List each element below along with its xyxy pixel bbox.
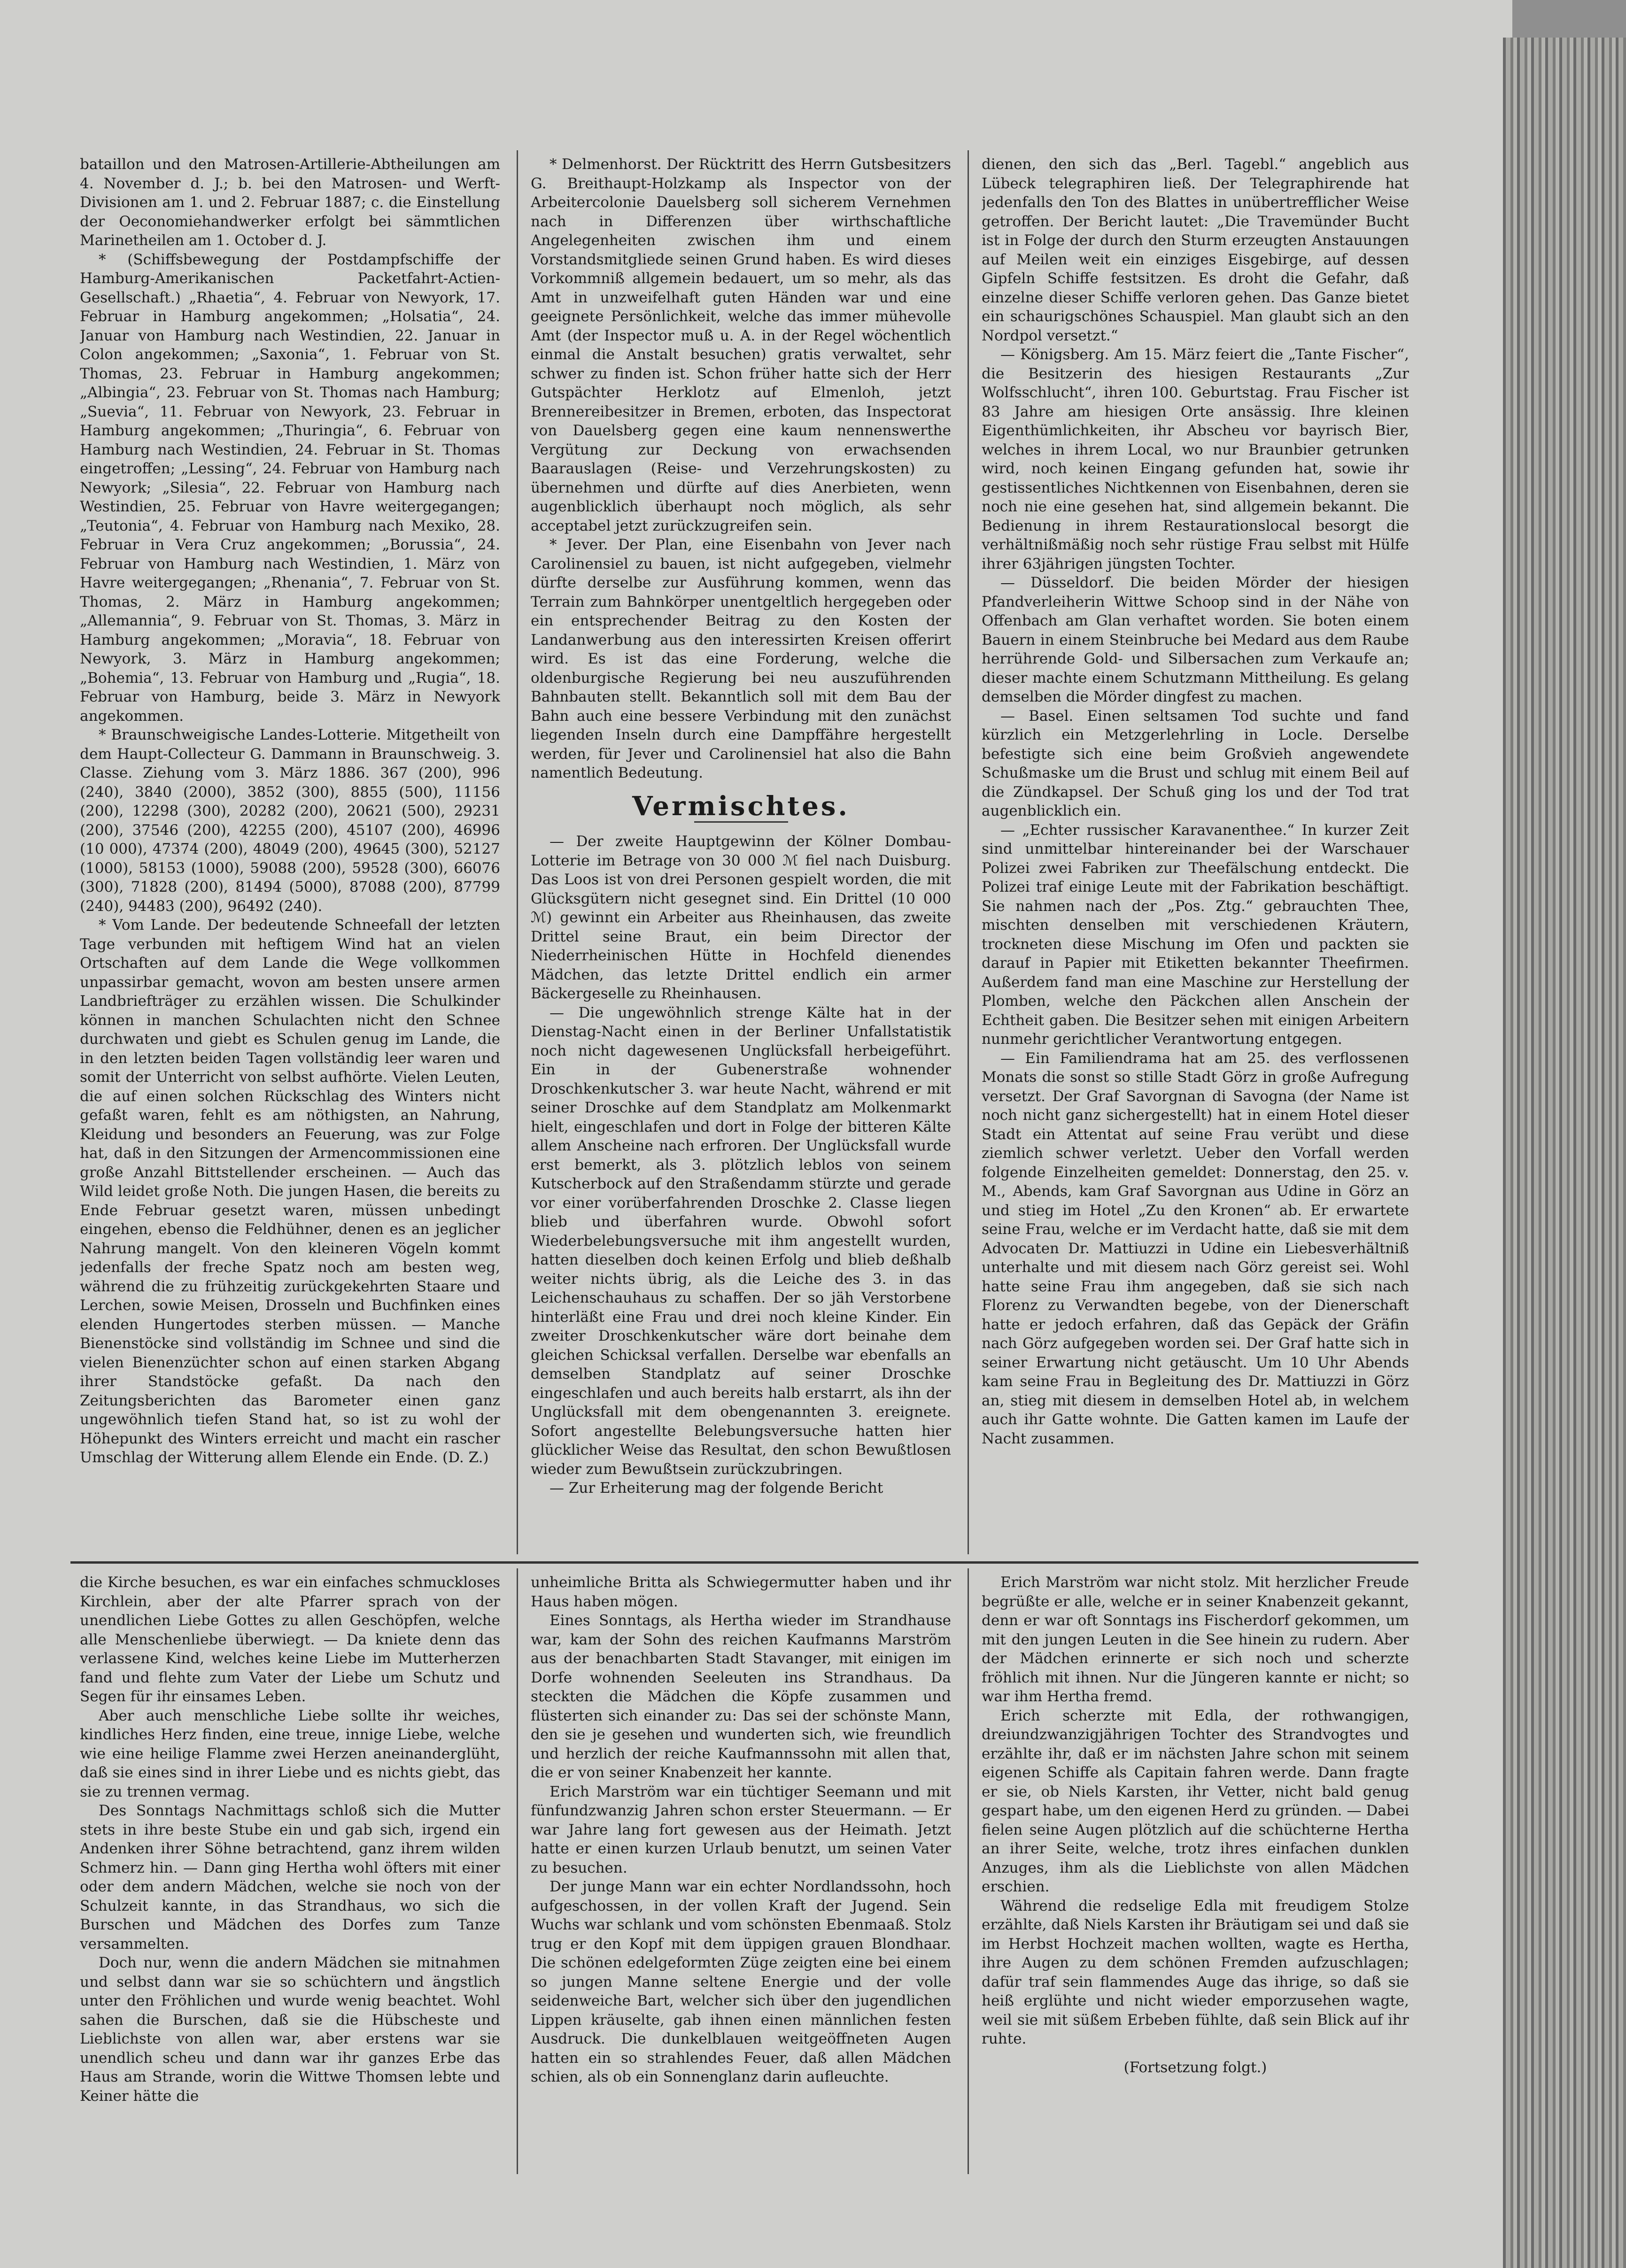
section-title: Vermischtes. xyxy=(632,790,850,822)
feuilleton-column-1 xyxy=(80,1573,500,2179)
column-rule xyxy=(968,150,969,1554)
paragraph: die Kirche besuchen, es war ein einfaches schmuckloses Kirchlein, aber der alte Pfarrer sprach von der unendlichen Liebe Gottes zu allen Geschöpfen, welche alle Menschenliebe überwiegt. — Da kniete denn das verlassene Kind, welches keine Liebe im Mutterherzen fand und flehte zum Vater der Liebe um Schutz und Segen für ihr einsames Leben. xyxy=(80,1574,500,1705)
paragraph: * Delmenhorst. Der Rücktritt des Herrn Gutsbesitzers G. Breithaupt-Holzkamp als Inspector von der Arbeitercolonie Dauelsberg soll sicherem Vernehmen nach in Differenzen über wirthschaftliche Angelegenheiten zwischen ihm und einem Vorstandsmitgliede seinen Grund haben. Es wird dieses Vorkommniß allgemein bedauert, um so mehr, als das Amt in unzweifelhaft guten Händen war und eine geeignete Persönlichkeit, welche das immer mühevolle Amt (der Inspector muß u. A. in der Regel wöchentlich einmal die Anstalt besuchen) gratis verwaltet, sehr schwer zu finden ist. Schon früher hatte sich der Herr Gutspächter Herklotz auf Elmenloh, jetzt Brennereibesitzer in Bremen, erboten, das Inspectorat von Dauelsberg gegen eine kaum nennenswerthe Vergütung zur Deckung von erwachsenden Baarauslagen (Reise- und Verzehrungskosten) zu übernehmen und dürfte auf dies Anerbieten, wenn augenblicklich überhaupt noch möglich, als sehr acceptabel jetzt zurückzugreifen sein. xyxy=(531,156,951,534)
paragraph: * Vom Lande. Der bedeutende Schneefall der letzten Tage verbunden mit heftigem Wind hat an vielen Ortschaften auf dem Lande die Wege vollkommen unpassirbar gemacht, wovon am besten unsere armen Landbriefträger zu erzählen wissen. Die Schulkinder können in manchen Schulachten nicht den Schnee durchwaten und giebt es Schulen genug im Lande, die in den letzten beiden Tagen vollständig leer waren und somit der Unterricht von selbst aufhörte. Vielen Leuten, die auf einen solchen Rückschlag des Winters nicht gefaßt waren, fehlt es am nöthigsten, an Nahrung, Kleidung und besonders an Feuerung, was zur Folge hat, daß in den Sitzungen der Armencommissionen eine große Anzahl Bittstellender erscheinen. — Auch das Wild leidet große Noth. Die jungen Hasen, die bereits zu Ende Februar gesetzt waren, müssen unbedingt eingehen, ebenso die Feldhühner, denen es an jeglicher Nahrung mangelt. Von den kleineren Vögeln kommt jedenfalls der freche Spatz noch am besten weg, während die zu frühzeitig zurückgekehrten Staare und Lerchen, sowie Meisen, Drosseln und Buchfinken eines elenden Hungertodes sterben müssen. — Manche Bienenstöcke sind vollständig im Schnee und sind die vielen Bienenzüchter schon auf einen starken Abgang ihrer Standstöcke gefaßt. Da nach den Zeitungsberichten das Barometer einen ganz ungewöhnlich tiefen Stand hat, so ist zu wohl der Höhepunkt des Winters erreicht und macht ein rascher Umschlag der Witterung allem Elende ein Ende. (D. Z.) xyxy=(80,917,500,1466)
paragraph: Erich scherzte mit Edla, der rothwangigen, dreiundzwanzigjährigen Tochter des Strandvogtes und erzählte ihr, daß er im nächsten Jahre schon mit seinem eigenen Schiffe als Capitain fahren werde. Dann fragte er sie, ob Niels Karsten, ihr Vetter, nicht bald genug gespart habe, um den eigenen Herd zu gründen. — Dabei fielen seine Augen plötzlich auf die schüchterne Hertha an ihrer Seite, welche, trotz ihres einfachen dunklen Anzuges, ihm als die Lieblichste von allen Mädchen erschien. xyxy=(982,1707,1409,1895)
paragraph: — Zur Erheiterung mag der folgende Bericht xyxy=(550,1480,883,1497)
paragraph: Doch nur, wenn die andern Mädchen sie mitnahmen und selbst dann war sie so schüchtern und ängstlich unter den Fröhlichen und wurde wenig beachtet. Wohl sahen die Burschen, daß sie die Hübscheste und Lieblichste von allen war, aber erstens war sie unendlich scheu und dann war ihr ganzes Erbe das Haus am Strande, worin die Wittwe Thomsen lebte und Keiner hätte die xyxy=(80,1954,500,2105)
paragraph: — Basel. Einen seltsamen Tod suchte und fand kürzlich ein Metzgerlehrling in Locle. Derselbe befestigte sich eine beim Großvieh angewendete Schußmaske um die Brust und schlug mit einem Beil auf die Zündkapsel. Der Schuß ging los und der Tod trat augenblicklich ein. xyxy=(982,707,1409,819)
paragraph: — Ein Familiendrama hat am 25. des verflossenen Monats die sonst so stille Stadt Görz in große Aufregung versetzt. Der Graf Savorgnan di Savogna (der Name ist noch nicht ganz sichergestellt) hat in einem Hotel dieser Stadt ein Attentat auf seine Frau verübt und diese ziemlich schwer verletzt. Ueber den Vorfall werden folgende Einzelheiten gemeldet: Donnerstag, den 25. v. M., Abends, kam Graf Savorgnan aus Udine in Görz an und stieg im Hotel „Zu den Kronen“ ab. Er erwartete seine Frau, welche er im Verdacht hatte, daß sie mit dem Advocaten Dr. Mattiuzzi in Udine ein Liebesverhältniß unterhalte und mit diesem nach Görz gereist sei. Wohl hatte seine Frau ihm angegeben, daß sie sich nach Florenz zu Verwandten begebe, von der Dienerschaft hatte er jedoch erfahren, daß das Gepäck der Gräfin nach Görz aufgegeben worden sei. Der Graf hatte sich in seiner Erwartung nicht getäuscht. Um 10 Uhr Abends kam seine Frau in Begleitung des Dr. Mattiuzzi in Görz an, stieg mit diesem in demselben Hotel ab, in welchem auch ihr Gatte wohnte. Die Gatten kamen im Laufe der Nacht zusammen. xyxy=(982,1049,1409,1447)
paragraph: — Der zweite Hauptgewinn der Kölner Dombau-Lotterie im Betrage von 30 000 ℳ fiel nach Duisburg. Das Loos ist von drei Personen gespielt worden, die mit Glücksgütern nicht gesegnet sind. Ein Drittel (10 000 ℳ) gewinnt ein Arbeiter aus Rheinhausen, das zweite Drittel seine Braut, ein beim Director der Niederrheinischen Hütte in Hochfeld dienendes Mädchen, das letzte Drittel endlich ein armer Bäckergeselle zu Rheinhausen. xyxy=(531,833,951,1002)
paragraph: * Braunschweigische Landes-Lotterie. Mitgetheilt von dem Haupt-Collecteur G. Dammann in Braunschweig. 3. Classe. Ziehung vom 3. März 1886. 367 (200), 996 (240), 3840 (2000), 3852 (300), 8855 (500), 11156 (200), 12298 (300), 20282 (200), 20621 (500), 29231 (200), 37546 (200), 42255 (200), 45107 (200), 46996 (10 000), 47374 (200), 48049 (200), 49645 (300), 52127 (1000), 58153 (1000), 59088 (200), 59528 (300), 66076 (300), 71828 (200), 81494 (5000), 87088 (200), 87799 (240), 94483 (200), 96492 (240). xyxy=(80,726,500,915)
column-rule xyxy=(517,150,518,1554)
column-rule xyxy=(517,1568,518,2174)
top-column-2 xyxy=(531,155,951,1554)
paragraph: bataillon und den Matrosen-Artillerie-Abtheilungen am 4. November d. J.; b. bei den Matrosen- und Werft-Divisionen am 1. und 2. Februar 1887; c. die Einstellung der Oeconomiehandwerker erfolgt bei sämmtlichen Marinetheilen am 1. October d. J. xyxy=(80,156,500,249)
top-column-3 xyxy=(982,155,1409,1554)
book-edge xyxy=(1503,38,1626,2268)
paragraph: Des Sonntags Nachmittags schloß sich die Mutter stets in ihre beste Stube ein und gab sich, irgend ein Andenken ihrer Söhne betrachtend, ganz ihrem wilden Schmerz hin. — Dann ging Hertha wohl öfters mit einer oder dem andern Mädchen, welche sie noch von der Schulzeit kannte, in das Strandhaus, wo sich die Burschen und Mädchen des Dorfes zum Tanze versammelten. xyxy=(80,1802,500,1952)
paragraph: Eines Sonntags, als Hertha wieder im Strandhause war, kam der Sohn des reichen Kaufmanns Marström aus der benachbarten Stadt Stavanger, mit einigen im Dorfe wohnenden Seeleuten ins Strandhaus. Da steckten die Mädchen die Köpfe zusammen und flüsterten sich einander zu: Das sei der schönste Mann, den sie je gesehen und wunderten sich, wie freundlich und herzlich der reiche Kaufmannssohn mit allen that, die er von seiner Knabenzeit her kannte. xyxy=(531,1612,951,1781)
feuilleton-divider xyxy=(70,1561,1418,1564)
continuation-note: (Fortsetzung folgt.) xyxy=(1123,2059,1267,2076)
paragraph: — Die ungewöhnlich strenge Kälte hat in der Dienstag-Nacht einen in der Berliner Unfallstatistik noch nicht dagewesenen Unglücksfall herbeigeführt. Ein in der Gubenerstraße wohnender Droschkenkutscher 3. war heute Nacht, während er mit seiner Droschke auf dem Standplatz am Molkenmarkt hielt, eingeschlafen und dort in Folge der bitteren Kälte allem Anscheine nach erfroren. Der Unglücksfall wurde erst bemerkt, als 3. plötzlich leblos von seinem Kutscherbock auf den Straßendamm stürzte und gerade vor einer vorüberfahrenden Droschke 2. Classe liegen blieb und überfahren wurde. Obwohl sofort Wiederbelebungsversuche mit ihm angestellt wurden, hatten dieselben doch keinen Erfolg und blieb deßhalb weiter nichts übrig, als die Leiche des 3. in das Leichenschauhaus zu schaffen. Der so jäh Verstorbene hinterläßt eine Frau und drei noch kleine Kinder. Ein zweiter Droschkenkutscher wäre dort beinahe dem gleichen Schicksal verfallen. Derselbe war ebenfalls an demselben Standplatz auf seiner Droschke eingeschlafen und auch bereits halb erstarrt, als ihn der Unglücksfall mit dem obengenannten 3. ereignete. Sofort angestellte Belebungsversuche hatten hier glücklicher Weise das Resultat, den schon Bewußtlosen wieder zum Bewußtsein zurückzubringen. xyxy=(531,1004,951,1478)
column-rule xyxy=(968,1568,969,2174)
paragraph: Während die redselige Edla mit freudigem Stolze erzählte, daß Niels Karsten ihr Bräutigam sei und daß sie im Herbst Hochzeit machen wollten, wagte es Hertha, ihre Augen zu dem schönen Fremden aufzuschlagen; dafür traf sein flammendes Auge das ihrige, so daß sie heiß erglühte und nicht wieder emporzusehen wagte, weil sie mit süßem Erbeben fühlte, daß sein Blick auf ihr ruhte. xyxy=(982,1897,1409,2047)
feuilleton-column-3 xyxy=(982,1573,1409,2179)
paragraph: unheimliche Britta als Schwiegermutter haben und ihr Haus haben mögen. xyxy=(531,1574,951,1610)
top-column-1 xyxy=(80,155,500,1554)
paragraph: — „Echter russischer Karavanenthee.“ In kurzer Zeit sind unmittelbar hintereinander bei der Warschauer Polizei zwei Fabriken zur Theefälschung entdeckt. Die Polizei traf einige Leute mit der Fabrikation beschäftigt. Sie nahmen nach der „Pos. Ztg.“ gebrauchten Thee, mischten denselben mit verschiedenen Kräutern, trockneten diese Mischung im Ofen und packten sie darauf in Papier mit Etiketten bekannter Theefirmen. Außerdem fand man eine Maschine zur Herstellung der Plomben, welche den Päckchen allen Anschein der Echtheit gaben. Die Besitzer sehen mit einigen Arbeitern nunmehr gerichtlicher Verantwortung entgegen. xyxy=(982,821,1409,1048)
paragraph: Erich Marström war nicht stolz. Mit herzlicher Freude begrüßte er alle, welche er in seiner Knabenzeit gekannt, denn er war oft Sonntags ins Fischerdorf gekommen, um mit den jungen Leuten in die See hinein zu rudern. Aber der Mädchen erinnerte er sich noch und scherzte fröhlich mit ihnen. Nur die Jüngeren kannte er nicht; so war ihm Hertha fremd. xyxy=(982,1574,1409,1705)
paragraph: Aber auch menschliche Liebe sollte ihr weiches, kindliches Herz finden, eine treue, innige Liebe, welche wie eine heilige Flamme zwei Herzen aneinanderglüht, daß sie eines sind in ihrer Liebe und es nichts giebt, das sie zu trennen vermag. xyxy=(80,1707,500,1800)
paragraph: * (Schiffsbewegung der Postdampfschiffe der Hamburg-Amerikanischen Packetfahrt-Actien-Gesellschaft.) „Rhaetia“, 4. Februar von Newyork, 17. Februar in Hamburg angekommen; „Holsatia“, 24. Januar von Hamburg nach Westindien, 22. Januar in Colon angekommen; „Saxonia“, 1. Februar von St. Thomas, 23. Februar in Hamburg angekommen; „Albingia“, 23. Februar von St. Thomas nach Hamburg; „Suevia“, 11. Februar von Newyork, 23. Februar in Hamburg angekommen; „Thuringia“, 6. Februar von Hamburg nach Westindien, 24. Februar in St. Thomas eingetroffen; „Lessing“, 24. Februar von Hamburg nach Newyork; „Silesia“, 22. Februar von Hamburg nach Westindien, 25. Februar von Havre weitergegangen; „Teutonia“, 4. Februar von Hamburg nach Mexiko, 28. Februar in Vera Cruz angekommen; „Borussia“, 24. Februar von Hamburg nach Westindien, 1. März von Havre weitergegangen; „Rhenania“, 7. Februar von St. Thomas, 2. März in Hamburg angekommen; „Allemannia“, 9. Februar von St. Thomas, 3. März in Hamburg angekommen; „Moravia“, 18. Februar von Newyork, 3. März in Hamburg angekommen; „Bohemia“, 13. Februar von Hamburg und „Rugia“, 18. Februar von Hamburg, beide 3. März in Newyork angekommen. xyxy=(80,251,500,725)
paragraph: dienen, den sich das „Berl. Tagebl.“ angeblich aus Lübeck telegraphiren ließ. Der Telegraphirende hat jedenfalls den Ton des Blattes in unübertrefflicher Weise getroffen. Der Bericht lautet: „Die Travemünder Bucht ist in Folge der durch den Sturm erzeugten Anstauungen auf Meilen weit ein einziges Eisgebirge, auf dessen Gipfeln Schiffe festsitzen. Es droht die Gefahr, daß einzelne dieser Schiffe verloren gehen. Das Ganze bietet ein schaurigschönes Schauspiel. Man glaubt sich an den Nordpol versetzt.“ xyxy=(982,156,1409,344)
paragraph: — Königsberg. Am 15. März feiert die „Tante Fischer“, die Besitzerin des hiesigen Restaurants „Zur Wolfsschlucht“, ihren 100. Geburtstag. Frau Fischer ist 83 Jahre am hiesigen Orte ansässig. Ihre kleinen Eigenthümlichkeiten, ihr Abscheu vor bayrisch Bier, welches in ihrem Local, wo nur Braunbier getrunken wird, noch keinen Eingang gefunden hat, sowie ihr gestissentliches Nichtkennen von Eisenbahnen, deren sie noch nie eine gesehen hat, sind allgemein bekannt. Die Bedienung in ihrem Restaurationslocal besorgt die verhältnißmäßig noch sehr rüstige Frau selbst mit Hülfe ihrer 63jährigen jüngsten Tochter. xyxy=(982,346,1409,572)
paragraph: * Jever. Der Plan, eine Eisenbahn von Jever nach Carolinensiel zu bauen, ist nicht aufgegeben, vielmehr dürfte derselbe zur Ausführung kommen, wenn das Terrain zum Bahnkörper unentgeltlich hergegeben oder ein entsprechender Beitrag zu den Kosten der Landanwerbung aus den interessirten Kreisen offerirt wird. Es ist das eine Forderung, welche die oldenburgische Regierung bei neu auszuführenden Bahnbauten stellt. Bekanntlich soll mit dem Bau der Bahn auch eine bessere Verbindung mit den zunächst liegenden Inseln durch eine Dampffähre hergestellt werden, für Jever und Carolinensiel hat also die Bahn namentlich Bedeutung. xyxy=(531,536,951,781)
paragraph: Der junge Mann war ein echter Nordlandssohn, hoch aufgeschossen, in der vollen Kraft der Jugend. Sein Wuchs war schlank und vom schönsten Ebenmaaß. Stolz trug er den Kopf mit dem üppigen grauen Blondhaar. Die schönen edelgeformten Züge zeigten eine bei einem so jungen Manne seltene Energie und der volle seidenweiche Bart, welcher sich über den jugendlichen Lippen kräuselte, gab ihnen einen männlichen festen Ausdruck. Die dunkelblauen weitgeöffneten Augen hatten ein so strahlendes Feuer, daß allen Mädchen schien, als ob ein Sonnenglanz darin aufleuchte. xyxy=(531,1878,951,2085)
paragraph: — Düsseldorf. Die beiden Mörder der hiesigen Pfandverleiherin Wittwe Schoop sind in der Nähe von Offenbach am Glan verhaftet worden. Sie boten einem Bauern in einem Steinbruche bei Medard aus dem Raube herrührende Gold- und Silbersachen zum Verkaufe an; dieser machte einem Schutzmann Mittheilung. Es gelang demselben die Mörder dingfest zu machen. xyxy=(982,574,1409,705)
paragraph: Erich Marström war ein tüchtiger Seemann und mit fünfundzwanzig Jahren schon erster Steuermann. — Er war Jahre lang fort gewesen aus der Heimath. Jetzt hatte er einen kurzen Urlaub benutzt, um seinen Vater zu besuchen. xyxy=(531,1783,951,1876)
feuilleton-column-2 xyxy=(531,1573,951,2179)
